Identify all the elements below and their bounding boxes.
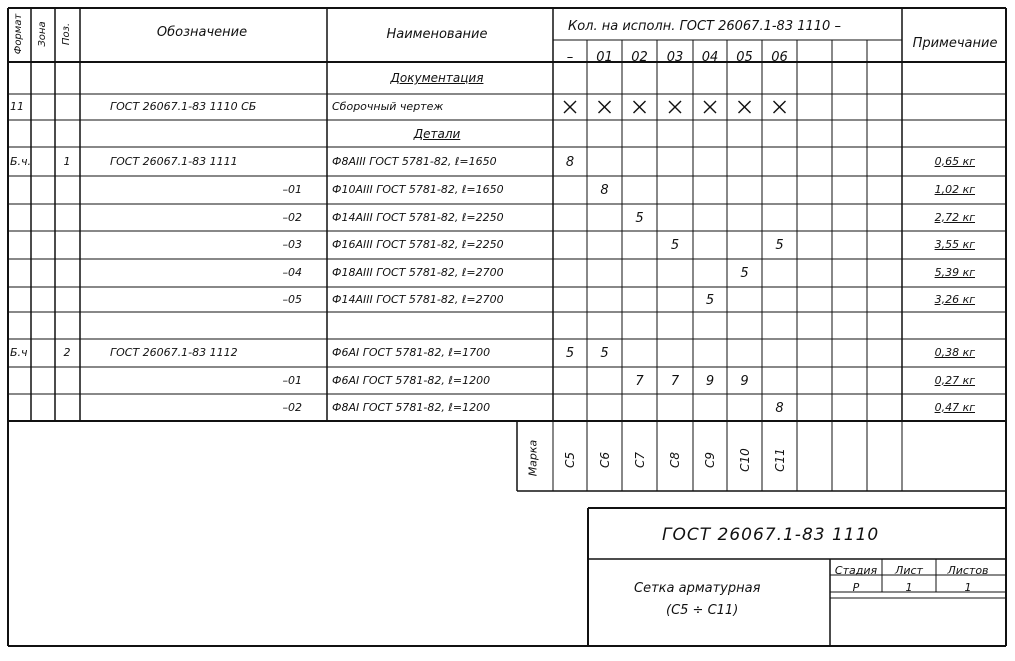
mark-value: С11 — [772, 448, 787, 472]
row-name: Ф16АIII ГОСТ 5781-82, ℓ=2250 — [332, 238, 504, 251]
row-designation: ГОСТ 26067.1-83 1112 — [110, 346, 238, 359]
header-note: Примечание — [912, 36, 998, 51]
row-note: 0,38 кг — [934, 346, 975, 359]
row-qty: 8 — [600, 183, 609, 198]
row-qty: 7 — [635, 373, 644, 389]
row-name: Ф6АI ГОСТ 5781-82, ℓ=1700 — [332, 346, 491, 359]
row-designation: –04 — [282, 266, 302, 279]
stage-label: Стадия — [834, 564, 878, 577]
row-note: 3,26 кг — [934, 292, 975, 306]
mark-label: Марка — [526, 439, 540, 477]
row-designation: –02 — [282, 210, 302, 224]
row-name: Детали — [413, 126, 461, 141]
row-designation: ГОСТ 26067.1-83 1110 СБ — [110, 100, 257, 113]
header-zone: Зона — [37, 21, 48, 47]
row-name: Документация — [390, 71, 484, 85]
row-pos: 2 — [63, 346, 71, 359]
row-designation: –02 — [282, 400, 302, 414]
mark-value: С5 — [563, 451, 577, 469]
variant-header: – — [566, 50, 574, 65]
row-qty: 5 — [635, 210, 644, 226]
sheet-label: Лист — [895, 564, 923, 577]
row-note: 1,02 кг — [934, 183, 975, 196]
row-qty: 8 — [565, 154, 575, 170]
variant-header: 03 — [666, 50, 684, 65]
row-format: Б.ч — [10, 346, 28, 359]
row-designation: –01 — [282, 373, 302, 387]
sheets-value: 1 — [964, 581, 972, 594]
row-designation: –05 — [282, 292, 302, 306]
row-designation: ГОСТ 26067.1-83 1111 — [110, 154, 238, 168]
row-pos: 1 — [63, 154, 71, 168]
header-designation: Обозначение — [156, 25, 248, 40]
row-name: Ф8АI ГОСТ 5781-82, ℓ=1200 — [332, 400, 491, 414]
row-qty: 7 — [670, 373, 680, 389]
row-qty: 9 — [705, 373, 715, 389]
sheet-value: 1 — [905, 581, 913, 594]
row-qty: 9 — [740, 373, 749, 389]
row-qty: 5 — [565, 346, 575, 361]
title-code: ГОСТ 26067.1-83 1110 — [662, 525, 880, 545]
row-note: 5,39 кг — [934, 266, 975, 279]
variant-header: 01 — [596, 50, 613, 65]
row-name: Ф14АIII ГОСТ 5781-82, ℓ=2700 — [332, 292, 504, 306]
mark-value: С10 — [737, 448, 752, 472]
header-format: Формат — [13, 13, 24, 55]
row-format: 11 — [10, 100, 24, 113]
row-note: 0,27 кг — [934, 373, 975, 387]
stage-value: Р — [852, 581, 860, 594]
row-name: Ф10АIII ГОСТ 5781-82, ℓ=1650 — [332, 183, 504, 196]
variant-header: 04 — [701, 50, 719, 65]
variant-header: 02 — [631, 50, 648, 65]
row-qty: 5 — [740, 266, 749, 281]
row-note: 3,55 кг — [934, 238, 975, 251]
row-designation: –01 — [282, 183, 302, 196]
mark-value: С7 — [632, 451, 647, 469]
row-note: 0,47 кг — [934, 400, 975, 414]
header-name: Наименование — [386, 27, 488, 42]
row-qty: 8 — [775, 400, 784, 416]
row-qty: 5 — [670, 238, 680, 253]
header-qty-group: Кол. на исполн. ГОСТ 26067.1-83 1110 – — [568, 19, 841, 34]
row-qty: 5 — [705, 292, 715, 308]
row-name: Ф18АIII ГОСТ 5781-82, ℓ=2700 — [332, 266, 504, 279]
row-note: 2,72 кг — [934, 210, 975, 224]
sheets-label: Листов — [947, 564, 989, 577]
row-qty: 5 — [775, 238, 784, 253]
title-name-line1: Сетка арматурная — [634, 581, 761, 596]
mark-value: С6 — [597, 451, 612, 469]
header-pos: Поз. — [61, 22, 72, 46]
variant-header: 05 — [736, 50, 753, 65]
title-name-line2: (С5 ÷ С11) — [666, 603, 739, 618]
row-name: Ф6АI ГОСТ 5781-82, ℓ=1200 — [332, 373, 491, 387]
row-name: Сборочный чертеж — [332, 100, 444, 113]
mark-value: С8 — [668, 451, 682, 469]
row-note: 0,65 кг — [934, 154, 975, 168]
variant-header: 06 — [771, 50, 788, 65]
row-designation: –03 — [282, 238, 302, 251]
mark-value: С9 — [703, 451, 717, 469]
row-name: Ф8АIII ГОСТ 5781-82, ℓ=1650 — [332, 154, 497, 168]
row-format: Б.ч. — [10, 154, 32, 168]
row-qty: 5 — [600, 346, 609, 361]
row-name: Ф14АIII ГОСТ 5781-82, ℓ=2250 — [332, 210, 504, 224]
